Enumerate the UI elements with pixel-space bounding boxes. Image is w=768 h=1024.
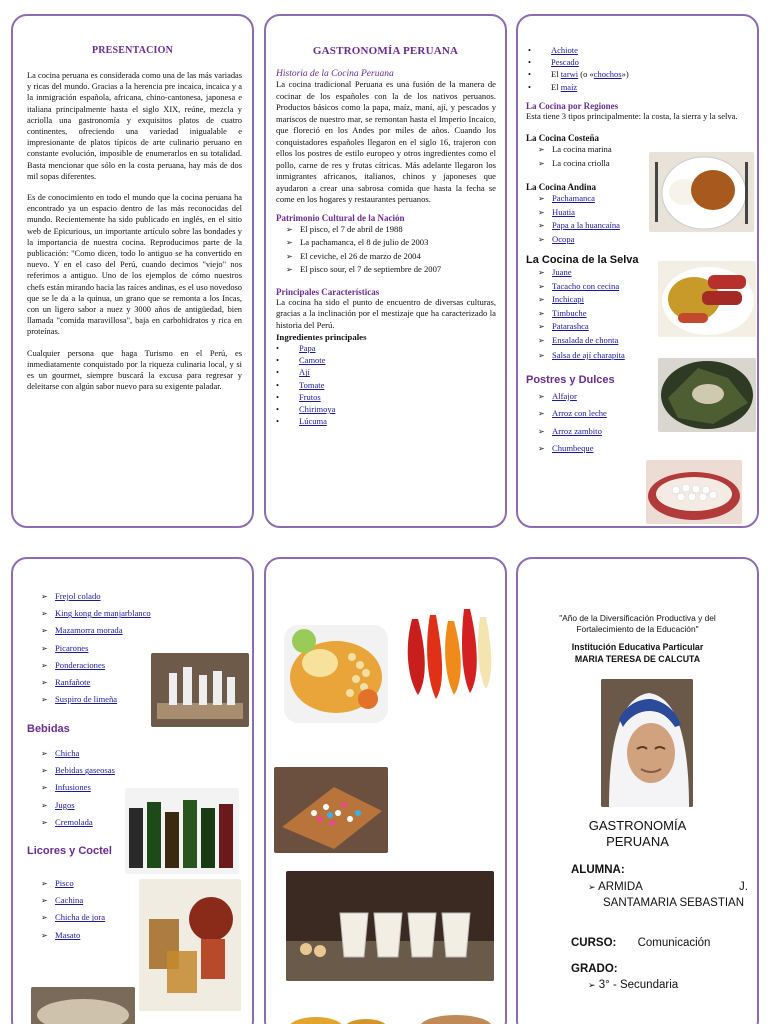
dish-link[interactable]: Arroz con leche	[552, 408, 607, 419]
ingredient-link[interactable]: Papa	[299, 343, 316, 353]
liquor-link[interactable]: Chicha de jora	[55, 912, 106, 923]
dish-link[interactable]: Mazamorra morada	[55, 625, 123, 636]
turron-photo	[274, 767, 388, 853]
dish-link[interactable]: Picarones	[55, 642, 89, 653]
dish-link[interactable]: Suspiro de limeña	[55, 694, 118, 705]
piscos-tray-photo	[151, 653, 249, 727]
student-initial: J.	[739, 881, 748, 893]
panel-regiones	[516, 14, 759, 528]
dish-link[interactable]: Alfajor	[552, 390, 577, 401]
ingredient-link[interactable]: Frutos	[299, 391, 321, 402]
section-heading: Postres y Dulces	[526, 373, 615, 386]
student-last-name: SANTAMARIA SEBASTIAN	[603, 896, 745, 909]
tubers-photo	[276, 1003, 500, 1024]
panel-title: GASTRONOMÍA PERUANA	[312, 45, 459, 57]
dish-link[interactable]: Arroz zambito	[552, 425, 602, 436]
dish-link[interactable]: Ensalada de chonta	[552, 334, 619, 345]
list-item: ➢ La pachamanca, el 8 de julio de 2003	[284, 236, 496, 250]
list-item: ➢ La cocina criolla	[536, 157, 749, 171]
grade-value-row: ➢ 3° - Secundaria	[588, 979, 679, 991]
list-item: ➢ El ceviche, el 26 de marzo de 2004	[284, 250, 496, 264]
drink-link[interactable]: Infusiones	[55, 782, 91, 793]
dish-link[interactable]: Juane	[552, 267, 572, 278]
dish-link[interactable]: Tacacho con cecina	[552, 280, 620, 291]
list-item: ➢ La cocina marina	[536, 143, 749, 157]
dish-link[interactable]: Inchicapi	[552, 294, 584, 305]
course-row	[571, 937, 710, 949]
ingredient-link[interactable]: Camote	[299, 355, 326, 366]
dish-link[interactable]: Papa a la huancaína	[552, 220, 620, 231]
ingredients-list	[266, 342, 496, 427]
course-value: Comunicación	[637, 937, 711, 949]
drink-link[interactable]: Jugos	[55, 799, 75, 810]
panel-presentacion	[11, 14, 254, 528]
paragraph: Es de conocimiento en todo el mundo que la cocina peruana ha encontrado ya un espacio dentro de las más reconocidas del mundo. Recientemente ha sido publicado en inglés, en el sitio web de Epicurious, un importante artículo sobre las bondades y la importancia de nuestra cocina. Reproducimos parte de la publicación: "Como dicen, todo lo antiguo se ha convertido en nuevo. Y en el caso del Perú, cuando decimos "viejo" nos referimos a antiguo. Uno de los ejemplos de cómo nuestros chefs están mirando hacia las raíces andinas, es el uso novedoso que se le da a la quinua, un grano que se remonta a los Incas, con un ligero sabor a nuez y 3000 años de antigüedad, bien llamada "comida maravillosa", baja en carbohidratos y rica en proteínas.	[27, 193, 242, 337]
drink-link[interactable]: Chicha	[55, 748, 80, 758]
regions-text: Esta tiene 3 tipos principalmente: la costa, la sierra y la selva.	[526, 110, 738, 121]
ingredient-link[interactable]: Lúcuma	[299, 416, 327, 427]
liquor-link[interactable]: Cachina	[55, 895, 84, 906]
drink-link[interactable]: Cremolada	[55, 816, 93, 827]
heritage-list	[284, 223, 496, 277]
chicha-drinks-photo	[139, 879, 241, 1011]
liquor-link[interactable]: Pisco	[55, 878, 74, 888]
ingredient-link[interactable]: Chirimoya	[299, 404, 336, 415]
section-heading: Principales Características	[276, 286, 380, 297]
course-label: CURSO:	[571, 937, 617, 949]
dish-link[interactable]: Pachamanca	[552, 193, 595, 204]
andean-dish-photo	[658, 261, 756, 337]
section-heading: Patrimonio Cultural de la Nación	[276, 212, 405, 223]
section-heading: La Cocina Andina	[526, 182, 597, 193]
ingredient-link[interactable]: tarwi	[560, 69, 579, 80]
grade-label: GRADO:	[571, 963, 618, 975]
jungle-dish-photo	[658, 358, 756, 432]
dish-link[interactable]: Salsa de ají charapita	[552, 350, 625, 361]
ingredient-link[interactable]: Ají	[299, 367, 310, 378]
ingredients-list-continued: • Achiote • Pescado • El tarwi (o «chochos») • El maíz	[518, 44, 749, 93]
school-name-line2: MARIA TERESA DE CALCUTA	[574, 653, 701, 664]
dish-link[interactable]: Frejol colado	[55, 591, 101, 601]
year-motto: "Año de la Diversificación Productiva y del Fortalecimiento de la Educación"	[559, 613, 716, 634]
section-heading: La Cocina por Regiones	[526, 100, 619, 111]
panel-postres-bebidas	[11, 557, 254, 1024]
list-item: ➢ El pisco, el 7 de abril de 1988	[284, 223, 496, 237]
dish-link[interactable]: Patarashca	[552, 321, 589, 332]
dish-link[interactable]: Chumbeque	[552, 443, 594, 454]
ingredient-link[interactable]: chochos	[593, 69, 622, 80]
section-heading: Historia de la Cocina Peruana	[276, 69, 394, 79]
dish-link[interactable]: Huatia	[552, 206, 575, 217]
school-name-line1: Institución Educativa Particular	[571, 642, 704, 652]
mother-teresa-portrait	[601, 679, 693, 807]
panel-title: PRESENTACION	[91, 45, 174, 56]
section-heading: Ingredientes principales	[276, 332, 367, 342]
ingredient-link[interactable]: maíz	[560, 81, 578, 92]
ingredient-link[interactable]: Achiote	[551, 45, 578, 55]
liquors-list	[39, 875, 105, 944]
dish-link[interactable]: Ocopa	[552, 233, 575, 244]
panel-photo-collage	[264, 557, 507, 1024]
section-heading: La Cocina Costeña	[526, 133, 600, 144]
panel-cover	[516, 557, 759, 1024]
ingredient-link[interactable]: Pescado	[551, 57, 579, 68]
dish-link[interactable]: Ponderaciones	[55, 659, 106, 670]
drinks-list	[39, 745, 115, 831]
paragraph: Cualquier persona que haga Turismo en el Perú, es inmediatamente conquistado por la riqueza culinaria local, y si es un gourmet, siempre buscará la excusa para regresar y deleitarse con algún sabor nuevo para su exigente paladar.	[27, 348, 242, 392]
dish-link[interactable]: Ranfañote	[55, 677, 91, 688]
drinks-glasses-photo	[286, 871, 494, 981]
cover-title-line1: GASTRONOMÍA	[588, 818, 687, 833]
desserts-photo	[646, 460, 742, 524]
history-text: La cocina tradicional Peruana es una fusión de la manera de cocinar de los españoles con la de los nativos peruanos. Productos básicos como la papa, maíz, maní, ají, y pescados y mariscos de nuestro mar, se remontan hasta el Imperio Incaico, que floreció en los Andes por miles de años. Cuando los conquistadores españoles llegaron en el siglo 16, trajeron con ellos los postres de estilo europeo y otros ingredientes como el pollo, carne de res y frutas cítricas. Más adelante llegaron los inmigrantes africanos, italianos, chinos y japoneses que ayudaron a crear una sabrosa comida que hasta la fecha se come en los hogares y restaurantes peruanos.	[276, 79, 496, 204]
peppers-photo	[400, 599, 498, 705]
student-name: ➢ ARMIDA J. SANTAMARIA SEBASTIAN	[588, 880, 748, 911]
cover-title-line2: PERUANA	[606, 834, 669, 849]
liquor-link[interactable]: Masato	[55, 929, 81, 940]
student-first-name: ARMIDA	[598, 881, 643, 893]
section-heading: Bebidas	[27, 723, 70, 735]
section-heading: La Cocina de la Selva	[526, 254, 639, 267]
paragraph: La cocina peruana es considerada como una de las más variadas y ricas del mundo. Gracias a la herencia pre incaica, incaica y a la inmigración española, africana, chino-cantonesa, japonesa e italiana principalmente hasta el siglo XIX, reúne, mezcla y acriolla una gastronomía y exquisitos platos de cuatro continentes, ofreciendo una variedad inigualable e impresionante de platos típicos de arte culinario peruano en constante evolución, imposible de enumerarlos en su totalidad. Basta mencionar que sólo en la costa peruana, hay más de dos mil sopas diferentes.	[27, 71, 242, 181]
cover-title	[518, 818, 757, 850]
dish-link[interactable]: King kong de manjarblanco	[55, 608, 151, 619]
panel-gastronomia	[264, 14, 507, 528]
causa-dish-photo	[280, 607, 390, 727]
list-item: ➢ El pisco sour, el 7 de septiembre de 2007	[284, 263, 496, 277]
drink-link[interactable]: Bebidas gaseosas	[55, 765, 115, 776]
ingredient-link[interactable]: Tomate	[299, 379, 325, 390]
dish-link[interactable]: Timbuche	[552, 307, 587, 318]
grade-value: 3° - Secundaria	[598, 979, 679, 991]
bottles-photo	[125, 788, 239, 874]
masato-photo	[31, 987, 135, 1024]
features-text: La cocina ha sido el punto de encuentro de diversas culturas, gracias a la inclinación por el mestizaje que ha caracterizado la historia del Perú.	[276, 296, 496, 330]
coastal-dish-photo	[649, 152, 754, 232]
student-label: ALUMNA:	[571, 864, 625, 876]
section-heading: Licores y Coctel	[27, 845, 112, 857]
